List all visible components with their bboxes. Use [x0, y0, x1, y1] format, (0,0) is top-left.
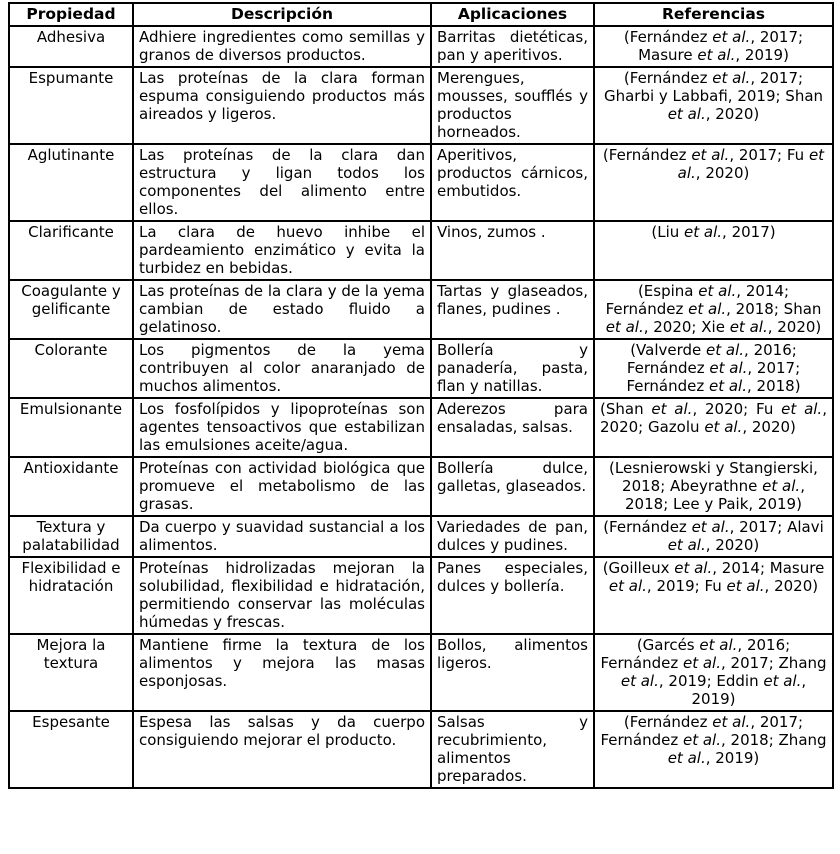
- propiedad-cell: Colorante: [9, 339, 133, 398]
- aplicaciones-cell: Bollería y panadería, pasta, flan y natillas.: [431, 339, 594, 398]
- descripcion-cell: Adhiere ingredientes como semillas y granos de diversos productos.: [133, 26, 431, 67]
- referencias-cell: (Fernández et al., 2017; Gharbi y Labbafi, 2019; Shan et al., 2020): [594, 67, 833, 144]
- table-row: [9, 457, 833, 516]
- referencias-cell: (Lesnierowski y Stangierski, 2018; Abeyrathne et al., 2018; Lee y Paik, 2019): [594, 457, 833, 516]
- propiedad-cell: Textura y palatabilidad: [9, 516, 133, 557]
- header-row: [9, 3, 833, 26]
- propiedad-cell: Clarificante: [9, 221, 133, 280]
- descripcion-cell: Las proteínas de la clara y de la yema cambian de estado fluido a gelatinoso.: [133, 280, 431, 339]
- descripcion-cell: Espesa las salsas y da cuerpo consiguiendo mejorar el producto.: [133, 711, 431, 788]
- descripcion-cell: Mantiene firme la textura de los alimentos y mejora las masas esponjosas.: [133, 634, 431, 711]
- descripcion-cell: Las proteínas de la clara forman espuma consiguiendo productos más aireados y ligeros.: [133, 67, 431, 144]
- referencias-cell: (Espina et al., 2014; Fernández et al., 2018; Shan et al., 2020; Xie et al., 2020): [594, 280, 833, 339]
- propiedad-cell: Espesante: [9, 711, 133, 788]
- table-row: [9, 634, 833, 711]
- table-row: [9, 557, 833, 634]
- propiedad-cell: Emulsionante: [9, 398, 133, 457]
- table-row: [9, 398, 833, 457]
- aplicaciones-cell: Barritas dietéticas, pan y aperitivos.: [431, 26, 594, 67]
- aplicaciones-cell: Variedades de pan, dulces y pudines.: [431, 516, 594, 557]
- propiedad-cell: Coagulante y gelificante: [9, 280, 133, 339]
- aplicaciones-cell: Merengues, mousses, soufflés y productos horneados.: [431, 67, 594, 144]
- descripcion-cell: Los fosfolípidos y lipoproteínas son agentes tensoactivos que estabilizan las emulsiones aceite/agua.: [133, 398, 431, 457]
- column-header-propiedad: Propiedad: [9, 3, 133, 26]
- referencias-cell: (Fernández et al., 2017; Fernández et al., 2018; Zhang et al., 2019): [594, 711, 833, 788]
- aplicaciones-cell: Aperitivos, productos cárnicos, embutidos.: [431, 144, 594, 221]
- table-row: [9, 221, 833, 280]
- propiedad-cell: Antioxidante: [9, 457, 133, 516]
- aplicaciones-cell: Salsas y recubrimiento, alimentos preparados.: [431, 711, 594, 788]
- propiedad-cell: Espumante: [9, 67, 133, 144]
- descripcion-cell: La clara de huevo inhibe el pardeamiento enzimático y evita la turbidez en bebidas.: [133, 221, 431, 280]
- aplicaciones-cell: Vinos, zumos .: [431, 221, 594, 280]
- referencias-cell: (Goilleux et al., 2014; Masure et al., 2019; Fu et al., 2020): [594, 557, 833, 634]
- aplicaciones-cell: Aderezos para ensaladas, salsas.: [431, 398, 594, 457]
- table-row: [9, 26, 833, 67]
- propiedad-cell: Aglutinante: [9, 144, 133, 221]
- table-row: [9, 280, 833, 339]
- descripcion-cell: Proteínas con actividad biológica que promueve el metabolismo de las grasas.: [133, 457, 431, 516]
- aplicaciones-cell: Bollería dulce, galletas, glaseados.: [431, 457, 594, 516]
- table-body: [9, 26, 833, 788]
- descripcion-cell: Los pigmentos de la yema contribuyen al color anaranjado de muchos alimentos.: [133, 339, 431, 398]
- column-header-descripcion: Descripción: [133, 3, 431, 26]
- referencias-cell: (Fernández et al., 2017; Masure et al., 2019): [594, 26, 833, 67]
- referencias-cell: (Fernández et al., 2017; Fu et al., 2020): [594, 144, 833, 221]
- table-row: [9, 339, 833, 398]
- table-row: [9, 711, 833, 788]
- referencias-cell: (Valverde et al., 2016; Fernández et al., 2017; Fernández et al., 2018): [594, 339, 833, 398]
- aplicaciones-cell: Bollos, alimentos ligeros.: [431, 634, 594, 711]
- descripcion-cell: Da cuerpo y suavidad sustancial a los alimentos.: [133, 516, 431, 557]
- referencias-cell: (Garcés et al., 2016; Fernández et al., 2017; Zhang et al., 2019; Eddin et al., 2019): [594, 634, 833, 711]
- table-row: [9, 67, 833, 144]
- aplicaciones-cell: Tartas y glaseados, flanes, pudines .: [431, 280, 594, 339]
- aplicaciones-cell: Panes especiales, dulces y bollería.: [431, 557, 594, 634]
- column-header-aplicaciones: Aplicaciones: [431, 3, 594, 26]
- table-row: [9, 144, 833, 221]
- column-header-referencias: Referencias: [594, 3, 833, 26]
- table-row: [9, 516, 833, 557]
- propiedad-cell: Flexibilidad e hidratación: [9, 557, 133, 634]
- referencias-cell: (Fernández et al., 2017; Alavi et al., 2020): [594, 516, 833, 557]
- referencias-cell: (Liu et al., 2017): [594, 221, 833, 280]
- descripcion-cell: Las proteínas de la clara dan estructura y ligan todos los componentes del alimento entre ellos.: [133, 144, 431, 221]
- propiedad-cell: Mejora la textura: [9, 634, 133, 711]
- referencias-cell: (Shan et al., 2020; Fu et al., 2020; Gazolu et al., 2020): [594, 398, 833, 457]
- egg-properties-table: [8, 2, 834, 789]
- descripcion-cell: Proteínas hidrolizadas mejoran la solubilidad, flexibilidad e hidratación, permitiendo conservar las moléculas húmedas y frescas.: [133, 557, 431, 634]
- propiedad-cell: Adhesiva: [9, 26, 133, 67]
